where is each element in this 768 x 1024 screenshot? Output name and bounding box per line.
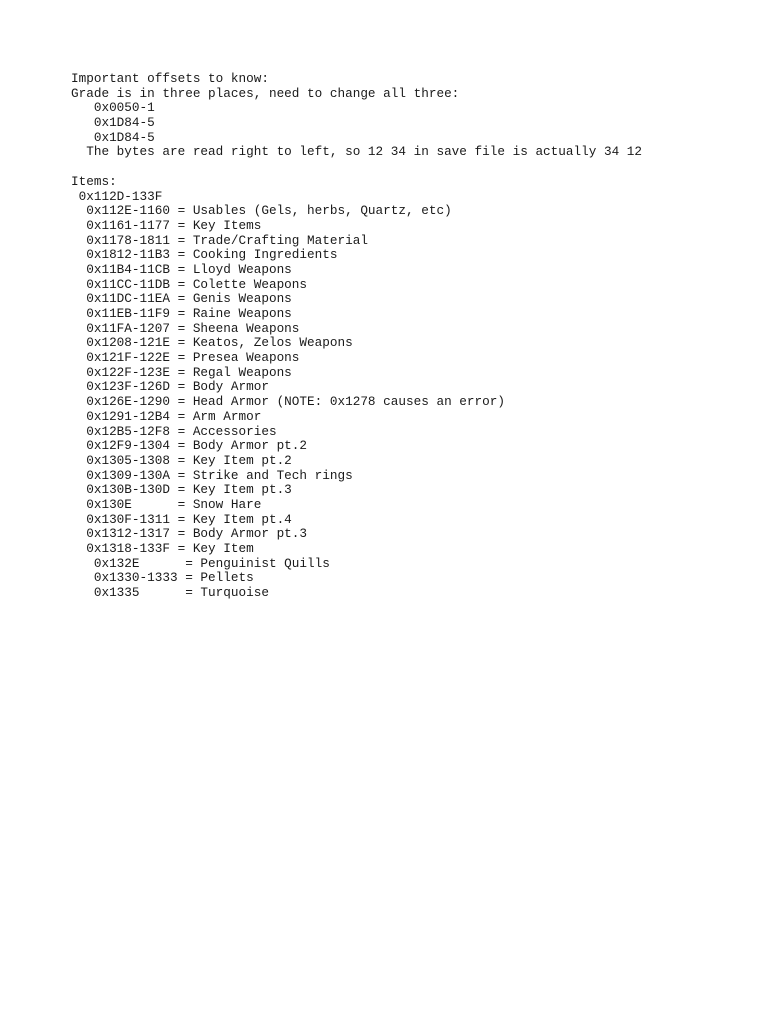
items-range: 0x112D-133F [71,188,163,204]
item-offset-row: 0x130E = Snow Hare [71,496,262,512]
intro-heading: Important offsets to know: [71,71,269,86]
item-offset-row: 0x12B5-12F8 = Accessories [71,423,277,439]
item-offset-row: 0x1291-12B4 = Arm Armor [71,408,262,424]
item-offset-row: 0x1812-11B3 = Cooking Ingredients [71,247,338,263]
item-offset-row: 0x11CC-11DB = Colette Weapons [71,276,308,292]
grade-offset-1: 0x0050-1 [71,100,155,116]
item-offset-row: 0x112E-1160 = Usables (Gels, herbs, Quartz, etc) [71,203,452,219]
blank-line [71,160,751,175]
item-offset-row: 0x130F-1311 = Key Item pt.4 [71,511,292,527]
item-offset-row: 0x122F-123E = Regal Weapons [71,364,292,380]
item-offset-row: 0x1208-121E = Keatos, Zelos Weapons [71,335,353,351]
grade-offset-3: 0x1D84-5 [71,129,155,145]
grade-offset-2: 0x1D84-5 [71,115,155,131]
item-offset-row: 0x12F9-1304 = Body Armor pt.2 [71,438,308,454]
item-offset-row: 0x1318-133F = Key Item [71,541,254,556]
items-heading: Items: [71,173,117,189]
key-item-subrow: 0x1335 = Turquoise [71,585,269,601]
key-item-subrow: 0x1330-1333 = Pellets [71,570,254,586]
document-page [71,72,751,601]
item-offset-row: 0x11EB-11F9 = Raine Weapons [71,306,292,321]
byte-order-note: The bytes are read right to left, so 12 34 in save file is actually 34 12 [71,144,643,160]
item-offset-row: 0x11FA-1207 = Sheena Weapons [71,320,300,336]
item-offset-row: 0x126E-1290 = Head Armor (NOTE: 0x1278 causes an error) [71,394,505,410]
item-offset-row: 0x1178-1811 = Trade/Crafting Material [71,232,368,248]
item-offset-row: 0x130B-130D = Key Item pt.3 [71,482,292,498]
item-offset-row: 0x11B4-11CB = Lloyd Weapons [71,261,292,277]
item-offset-row: 0x1305-1308 = Key Item pt.2 [71,452,292,468]
item-offset-row: 0x1309-130A = Strike and Tech rings [71,467,353,483]
item-offset-row: 0x11DC-11EA = Genis Weapons [71,291,292,307]
grade-note: Grade is in three places, need to change all three: [71,85,460,101]
item-offset-row: 0x121F-122E = Presea Weapons [71,350,300,366]
item-offset-row: 0x1161-1177 = Key Items [71,217,262,233]
key-item-subrow: 0x132E = Penguinist Quills [71,555,330,571]
item-offset-row: 0x123F-126D = Body Armor [71,379,269,395]
item-offset-row: 0x1312-1317 = Body Armor pt.3 [71,526,308,542]
